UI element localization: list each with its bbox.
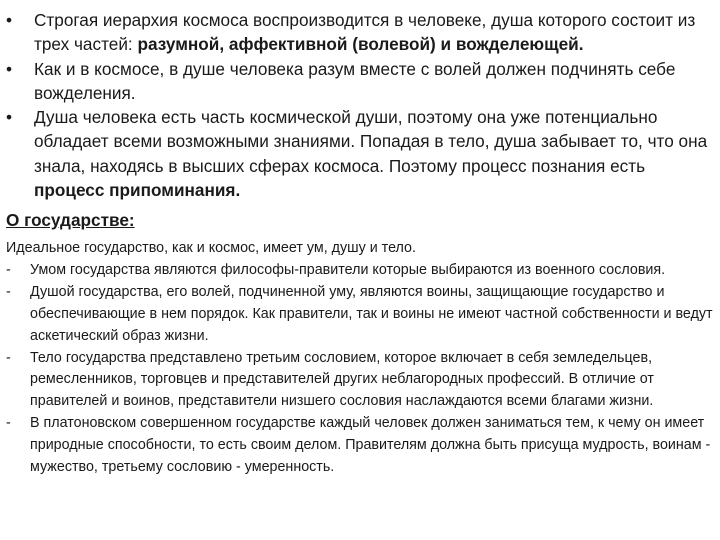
- dash-item: [6, 413, 716, 479]
- dash-marker-icon: -: [6, 261, 11, 278]
- bullet-bold-text: разумной, аффективной (волевой) и вожделеющей.: [137, 34, 584, 55]
- dash-item-text: Душой государства, его волей, подчиненной уму, являются воины, защищающие государство и обеспечивающие в нем порядок. Как правители, так и воины не имеют частной собственности и ведут аскетический образ жизни.: [30, 283, 713, 344]
- state-heading: О государстве:: [6, 210, 135, 230]
- dash-item-text: В платоновском совершенном государстве каждый человек должен заниматься тем, к чему он имеет природные способности, то есть своим делом. Правителям должна быть присуща мудрость, воинам - мужество, третьему сословию - умеренность.: [30, 415, 711, 476]
- dash-item: [6, 260, 716, 282]
- bullet-dot-icon: •: [6, 107, 13, 128]
- state-dash-list: [6, 260, 716, 479]
- bullet-text: Как и в космосе, в душе человека разум вместе с волей должен подчинять себе вожделения.: [34, 58, 676, 103]
- dash-marker-icon: -: [6, 349, 11, 366]
- bullet-item: [6, 105, 714, 202]
- bullet-bold-text: процесс припоминания.: [34, 180, 241, 201]
- bullet-dot-icon: •: [6, 58, 13, 79]
- bullet-text: Строгая иерархия космоса воспроизводится в человеке, душа которого состоит из трех частей:: [34, 10, 696, 55]
- dash-item: [6, 282, 716, 348]
- cosmos-bullet-list: [6, 8, 714, 202]
- bullet-text: Душа человека есть часть космической души, поэтому она уже потенциально обладает всеми возможными знаниями. Попадая в тело, душа забывает то, что она знала, находясь в высших сферах космоса. Поэтому процесс познания есть: [34, 107, 708, 176]
- bullet-dot-icon: •: [6, 10, 13, 30]
- dash-item: [6, 348, 716, 414]
- dash-marker-icon: -: [6, 283, 11, 300]
- bullet-item: [6, 57, 714, 106]
- state-section: [6, 238, 716, 479]
- state-intro: Идеальное государство, как и космос, имеет ум, душу и тело.: [6, 240, 416, 256]
- dash-item-text: Умом государства являются философы-правители которые выбираются из военного сословия.: [30, 261, 666, 278]
- dash-marker-icon: -: [6, 415, 11, 432]
- bullet-item: [6, 8, 714, 57]
- dash-item-text: Тело государства представлено третьим сословием, которое включает в себя земледельцев, ремесленников, торговцев и представителей других неблагородных профессий. В отличие от правителей и воинов, представители низшего сословия наслаждаются всеми благами жизни.: [30, 349, 654, 410]
